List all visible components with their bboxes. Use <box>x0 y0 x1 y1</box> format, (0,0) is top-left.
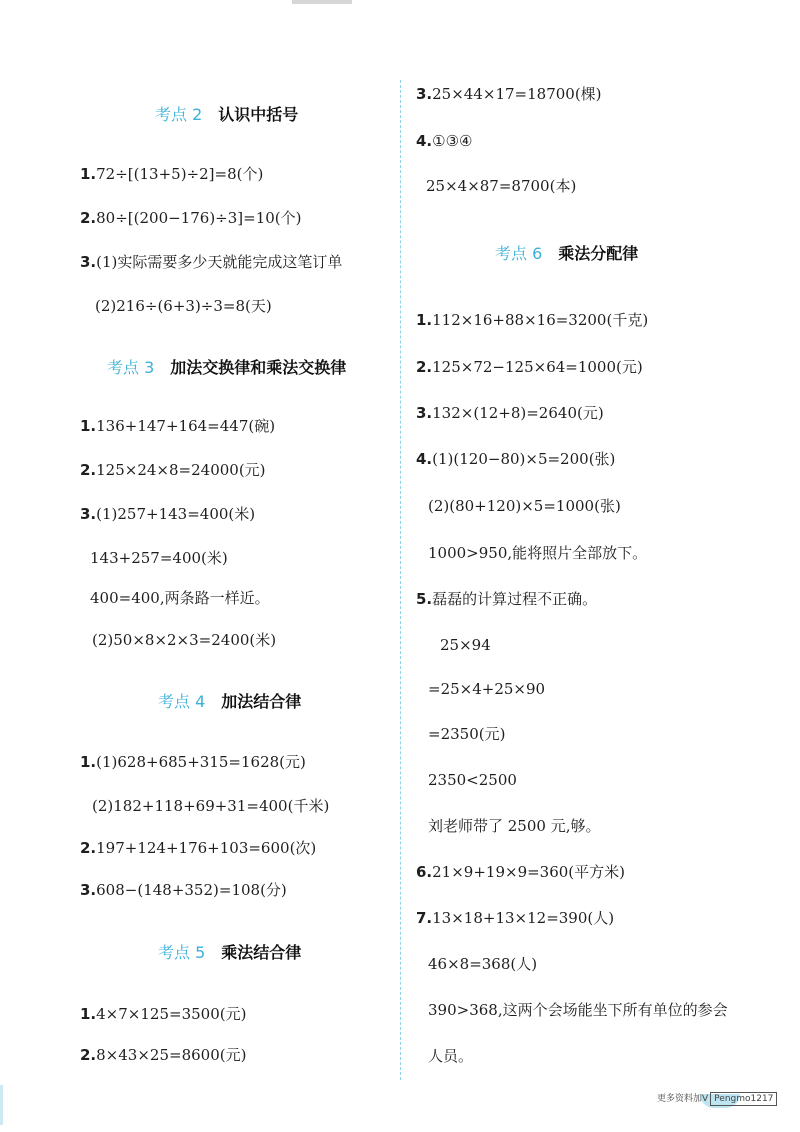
answer-line: 25×94 <box>440 636 491 654</box>
section-tag: 考点 2 <box>155 105 203 124</box>
answer-line: 2.8×43×25=8600(元) <box>80 1046 247 1064</box>
answer-line: 6.21×9+19×9=360(平方米) <box>416 863 626 881</box>
section-title: 认识中括号 <box>218 105 299 124</box>
answer-line: 4.(1)(120−80)×5=200(张) <box>416 450 616 468</box>
answer-line: 3.(1)257+143=400(米) <box>80 505 256 523</box>
section-heading-3 <box>107 356 346 380</box>
answer-line: =25×4+25×90 <box>428 680 546 698</box>
section-tag: 考点 5 <box>158 943 206 962</box>
section-tag: 考点 3 <box>107 358 155 377</box>
answer-line: 2.80÷[(200−176)÷3]=10(个) <box>80 209 302 227</box>
answer-line: 1.4×7×125=3500(元) <box>80 1005 247 1023</box>
answer-line: 1.112×16+88×16=3200(千克) <box>416 311 649 329</box>
section-tag: 考点 6 <box>495 244 543 263</box>
answer-line: (2)50×8×2×3=2400(米) <box>92 631 277 649</box>
section-title: 乘法分配律 <box>558 244 639 263</box>
footer-brand <box>657 1090 777 1108</box>
section-title: 加法结合律 <box>221 692 302 711</box>
answer-line: 7.13×18+13×12=390(人) <box>416 909 615 927</box>
section-heading-5 <box>158 941 301 965</box>
section-title: 加法交换律和乘法交换律 <box>170 358 347 377</box>
footer-brand-text: 更多资料加V <box>657 1094 709 1104</box>
answer-line: 2350<2500 <box>428 771 517 789</box>
edge-decoration <box>0 1085 3 1125</box>
answer-line: =2350(元) <box>428 725 506 743</box>
answer-line: 2.125×24×8=24000(元) <box>80 461 266 479</box>
answer-line: 46×8=368(人) <box>428 955 538 973</box>
section-tag: 考点 4 <box>158 692 206 711</box>
top-decoration <box>292 0 352 4</box>
answer-line: 2.125×72−125×64=1000(元) <box>416 358 643 376</box>
column-divider <box>400 80 401 1080</box>
answer-line: 3.608−(148+352)=108(分) <box>80 881 287 899</box>
answer-line: (2)182+118+69+31=400(千米) <box>92 797 330 815</box>
footer-id: Pengmo1217 <box>710 1092 777 1106</box>
answer-line: 400=400,两条路一样近。 <box>90 589 270 607</box>
section-title: 乘法结合律 <box>221 943 302 962</box>
answer-line: 3.(1)实际需要多少天就能完成这笔订单 <box>80 253 343 271</box>
answer-line: 刘老师带了 2500 元,够。 <box>428 817 601 835</box>
answer-line: (2)216÷(6+3)÷3=8(天) <box>95 297 272 315</box>
answer-line: 143+257=400(米) <box>90 549 228 567</box>
answer-line: 2.197+124+176+103=600(次) <box>80 839 317 857</box>
answer-line: 4.①③④ <box>416 132 473 150</box>
answer-line: 1.72÷[(13+5)÷2]=8(个) <box>80 165 264 183</box>
answer-line: 25×4×87=8700(本) <box>426 177 577 195</box>
section-heading-4 <box>158 690 301 714</box>
answer-line: 1000>950,能将照片全部放下。 <box>428 544 648 562</box>
answer-line: 1.136+147+164=447(碗) <box>80 417 276 435</box>
answer-line: 3.25×44×17=18700(棵) <box>416 85 602 103</box>
answer-line: (2)(80+120)×5=1000(张) <box>428 497 621 515</box>
answer-line: 人员。 <box>428 1047 474 1065</box>
section-heading-6 <box>495 242 638 266</box>
answer-line: 5.磊磊的计算过程不正确。 <box>416 590 598 608</box>
answer-line: 390>368,这两个会场能坐下所有单位的参会 <box>428 1001 728 1019</box>
answer-line: 3.132×(12+8)=2640(元) <box>416 404 604 422</box>
section-heading-2 <box>155 103 298 127</box>
answer-line: 1.(1)628+685+315=1628(元) <box>80 753 306 771</box>
